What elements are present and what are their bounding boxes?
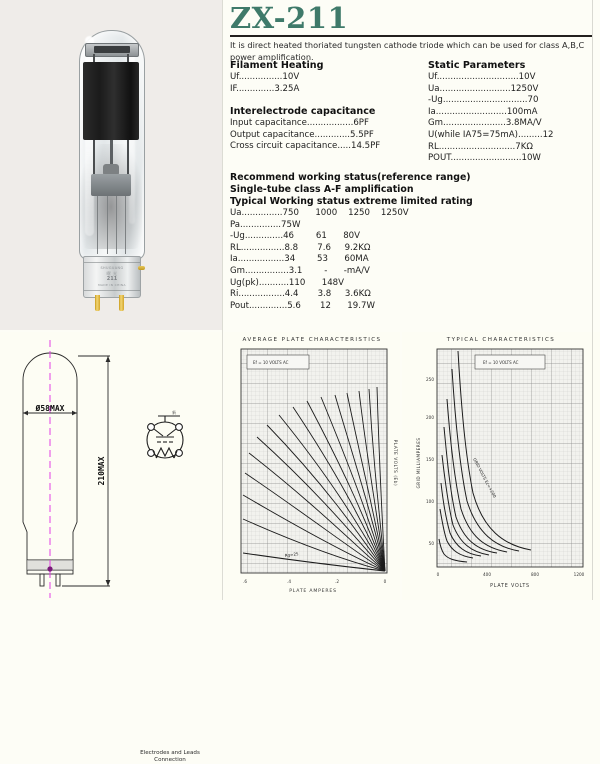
table-row: Pa...............75W <box>230 219 301 230</box>
table-row: Pout..............5.6 12 19.7W <box>230 300 375 311</box>
height-label: 210MAX <box>97 456 106 486</box>
chart-right-ytick: 150 <box>426 457 434 462</box>
product-photo-panel <box>0 0 222 330</box>
spec-row: Gm.......................3.8MA/V <box>428 118 542 129</box>
diameter-label: Ø58MAX <box>35 404 65 413</box>
pin-outline-left <box>40 574 44 586</box>
static-parameters-heading: Static Parameters <box>428 60 526 71</box>
lead-wire-1 <box>97 196 98 254</box>
chart-left-xlabel: PLATE AMPERES <box>289 589 337 594</box>
bottom-mica <box>91 174 131 196</box>
filament-heating-heading: Filament Heating <box>230 60 324 71</box>
chart-right-ytick: 50 <box>428 541 434 546</box>
chart-title-left: AVERAGE PLATE CHARACTERISTICS <box>242 337 382 343</box>
spec-row: Output capacitance.............5.5PF <box>230 129 374 140</box>
base-origin-text: MADE IN CHINA <box>98 283 126 287</box>
chart-right-ytick: 200 <box>426 415 434 420</box>
lead-wire-4 <box>125 196 126 254</box>
chart-right-xtick: 800 <box>531 572 539 577</box>
chart-left-annotation: Rg=25 <box>284 551 299 558</box>
chart-left-xtick: .2 <box>335 579 339 584</box>
working-status-heading-3: Typical Working status extreme limited rating <box>230 196 473 207</box>
chart-left-xtick: .4 <box>287 579 291 584</box>
spec-row: Ia..........................100mA <box>428 106 538 117</box>
table-row: -Ug..............46 61 80V <box>230 231 361 242</box>
chart-left-xtick: 0 <box>383 579 387 584</box>
spec-row: Cross circuit capacitance.....14.5PF <box>230 141 381 152</box>
average-plate-characteristics-chart <box>224 332 400 600</box>
chart-right-legend: Ef = 10 VOLTS AC <box>483 360 519 365</box>
pinout-symbol <box>147 416 183 458</box>
vertical-divider <box>222 0 223 600</box>
specifications <box>230 60 596 165</box>
side-contact-pin <box>138 266 145 270</box>
table-row: Gm................3.1 - -mA/V <box>230 265 370 276</box>
spec-column-left <box>230 60 416 165</box>
base-type-text: 211 <box>106 276 118 282</box>
table-row: Ia.................34 53 60MA <box>230 254 369 265</box>
lead-wire-3 <box>116 196 117 254</box>
chart-left-xtick: .6 <box>243 579 247 584</box>
working-status-heading-2: Single-tube class A-F amplification <box>230 184 414 195</box>
title-divider <box>230 35 592 37</box>
base-pin-right <box>119 295 124 311</box>
chart-left-svg <box>227 343 397 595</box>
chart-right-curve-label: GRID VOLTS Ec=+200 <box>472 457 498 499</box>
base-center-dot <box>47 566 52 571</box>
right-margin-rule <box>592 0 593 600</box>
pinout-top-label: 新 <box>172 410 176 415</box>
working-status-heading-1: Recommend working status(reference range) <box>230 172 471 183</box>
table-row: Ua...............750 1000 1250 1250V <box>230 208 409 218</box>
spec-row: POUT..........................10W <box>428 153 541 164</box>
vacuum-tube-photo <box>69 14 153 314</box>
table-row: RL................8.8 7.6 9.2KΩ <box>230 242 371 253</box>
interelectrode-capacitance-heading: Interelectrode capacitance <box>230 106 376 118</box>
chart-right-xtick: 0 <box>436 572 440 577</box>
chart-right-ytick: 250 <box>426 377 434 382</box>
typical-characteristics-chart <box>402 332 600 600</box>
working-status-block <box>230 172 530 312</box>
connection-caption-line1: Electrodes and Leads <box>140 750 200 756</box>
chart-title-right: TYPICAL CHARACTERISTICS <box>446 337 556 343</box>
base-pin-left <box>95 295 100 311</box>
spec-row: Ua..........................1250V <box>428 83 539 94</box>
page-title: ZX-211 <box>230 1 349 35</box>
spec-row: IF..............3.25A <box>230 83 300 94</box>
mechanical-drawing-panel <box>0 332 222 763</box>
connection-caption-line2: Connection <box>154 757 186 763</box>
spec-column-right <box>428 60 596 165</box>
chart-left-ylabel: PLATE VOLTS (Eb) <box>393 439 398 487</box>
base-brand-text: SHUGUANG <box>100 266 124 270</box>
chart-right-xtick: 400 <box>483 572 491 577</box>
chart-right-xtick: 1200 <box>573 572 585 577</box>
connection-caption <box>125 750 215 764</box>
pin-outline-right <box>56 574 60 586</box>
header <box>230 1 592 63</box>
chart-left-legend: Ef = 10 VOLTS AC <box>253 360 289 365</box>
chart-right-xlabel: PLATE VOLTS <box>490 584 530 589</box>
outline-drawing <box>0 332 222 600</box>
chart-right-svg <box>411 343 591 593</box>
lead-wire-2 <box>107 196 108 254</box>
spec-row: -Ug...............................70 <box>428 95 539 106</box>
spec-row: Uf................10V <box>230 72 300 82</box>
spec-row: Input capacitance.................6PF <box>230 118 369 129</box>
table-row: Ri.................4.4 3.8 3.6KΩ <box>230 289 371 300</box>
tube-base <box>83 256 141 298</box>
chart-right-ylabel: GRID MILLIAMPERES <box>416 437 421 489</box>
table-row: Ug(pk)...........110 148V <box>230 277 345 288</box>
spec-row: U(while IA75=75mA).........12 <box>428 129 554 140</box>
anode-plate <box>83 62 139 140</box>
spec-row: RL............................7KΩ <box>428 141 533 152</box>
chart-right-ytick: 100 <box>426 499 434 504</box>
base-cn-text: 曙 光 <box>106 271 118 276</box>
spec-row: Uf..............................10V <box>428 72 536 82</box>
product-description: It is direct heated thoriated tungsten cathode triode which can be used for class A,B,C power amplification. <box>230 40 585 62</box>
